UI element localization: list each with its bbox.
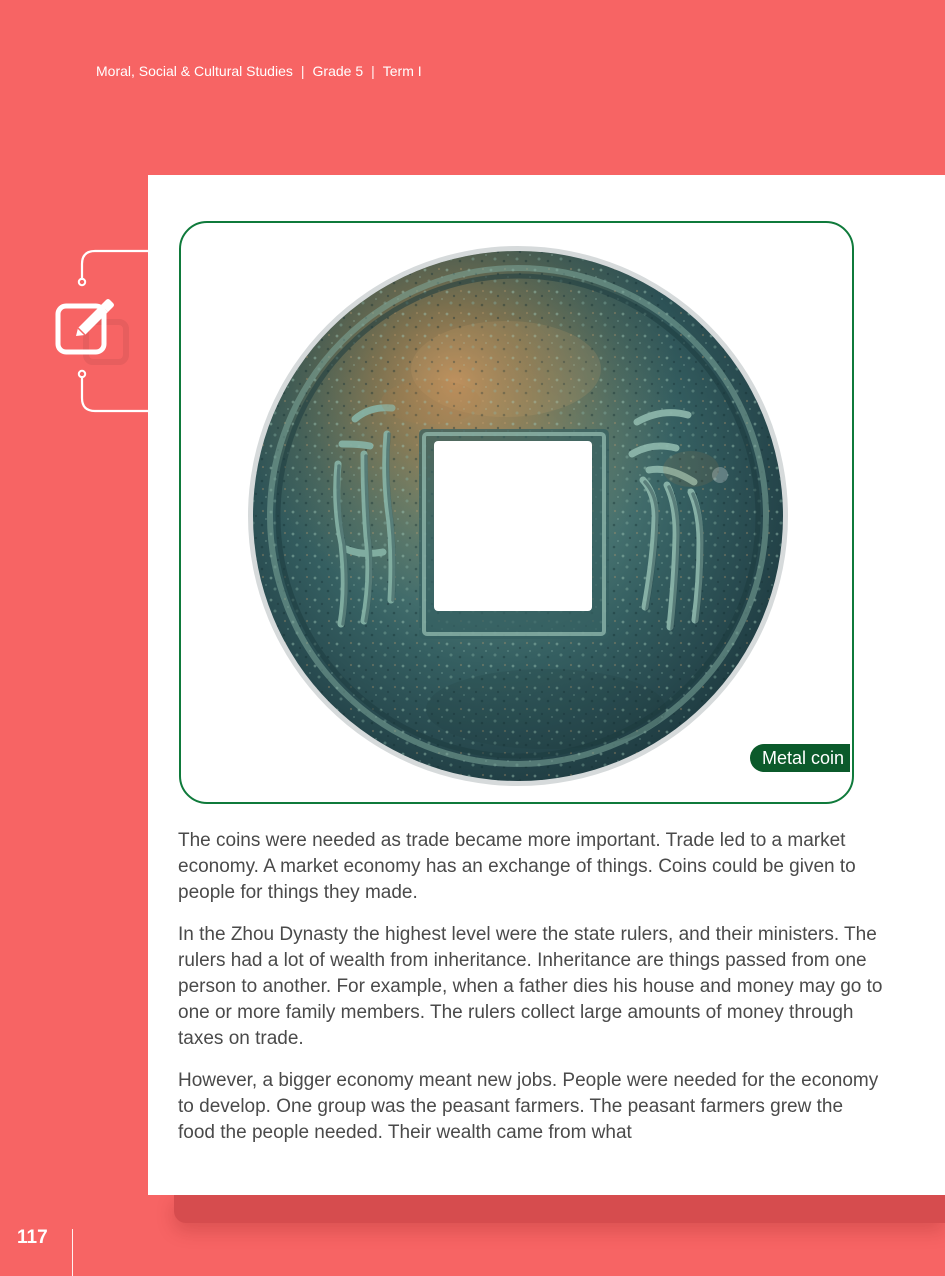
page-number: 117 — [17, 1227, 48, 1248]
paragraph-1: The coins were needed as trade became more important. Trade led to a market economy. A market economy has an exchange of things. Coins could be given to people for things they made. — [178, 830, 856, 903]
page-header — [96, 63, 422, 79]
header-separator: | — [371, 63, 375, 79]
term-label: Term I — [382, 63, 422, 79]
body-text — [178, 828, 883, 1162]
grade-label: Grade 5 — [312, 63, 364, 79]
edit-note-icon — [50, 248, 160, 416]
paragraph-3: However, a bigger economy meant new jobs. People were needed for the economy to develop. One group was the peasant farmers. The peasant farmers grew the food the people needed. Their wealth came from what — [178, 1070, 879, 1143]
paragraph-2: In the Zhou Dynasty the highest level were the state rulers, and their ministers. The rulers had a lot of wealth from inheritance. Inheritance are things passed from one person to another. For example, when a father dies his house and money may go to one or more family members. The rulers collect large amounts of money through taxes on trade. — [178, 924, 883, 1049]
coin-image — [246, 244, 791, 789]
figure-caption: Metal coin — [750, 744, 850, 772]
page-card — [148, 175, 945, 1195]
figure-frame — [179, 221, 854, 804]
subject-label: Moral, Social & Cultural Studies — [96, 63, 293, 79]
page-number-divider — [72, 1229, 73, 1276]
page-shadow — [174, 1195, 945, 1223]
header-separator: | — [300, 63, 305, 79]
